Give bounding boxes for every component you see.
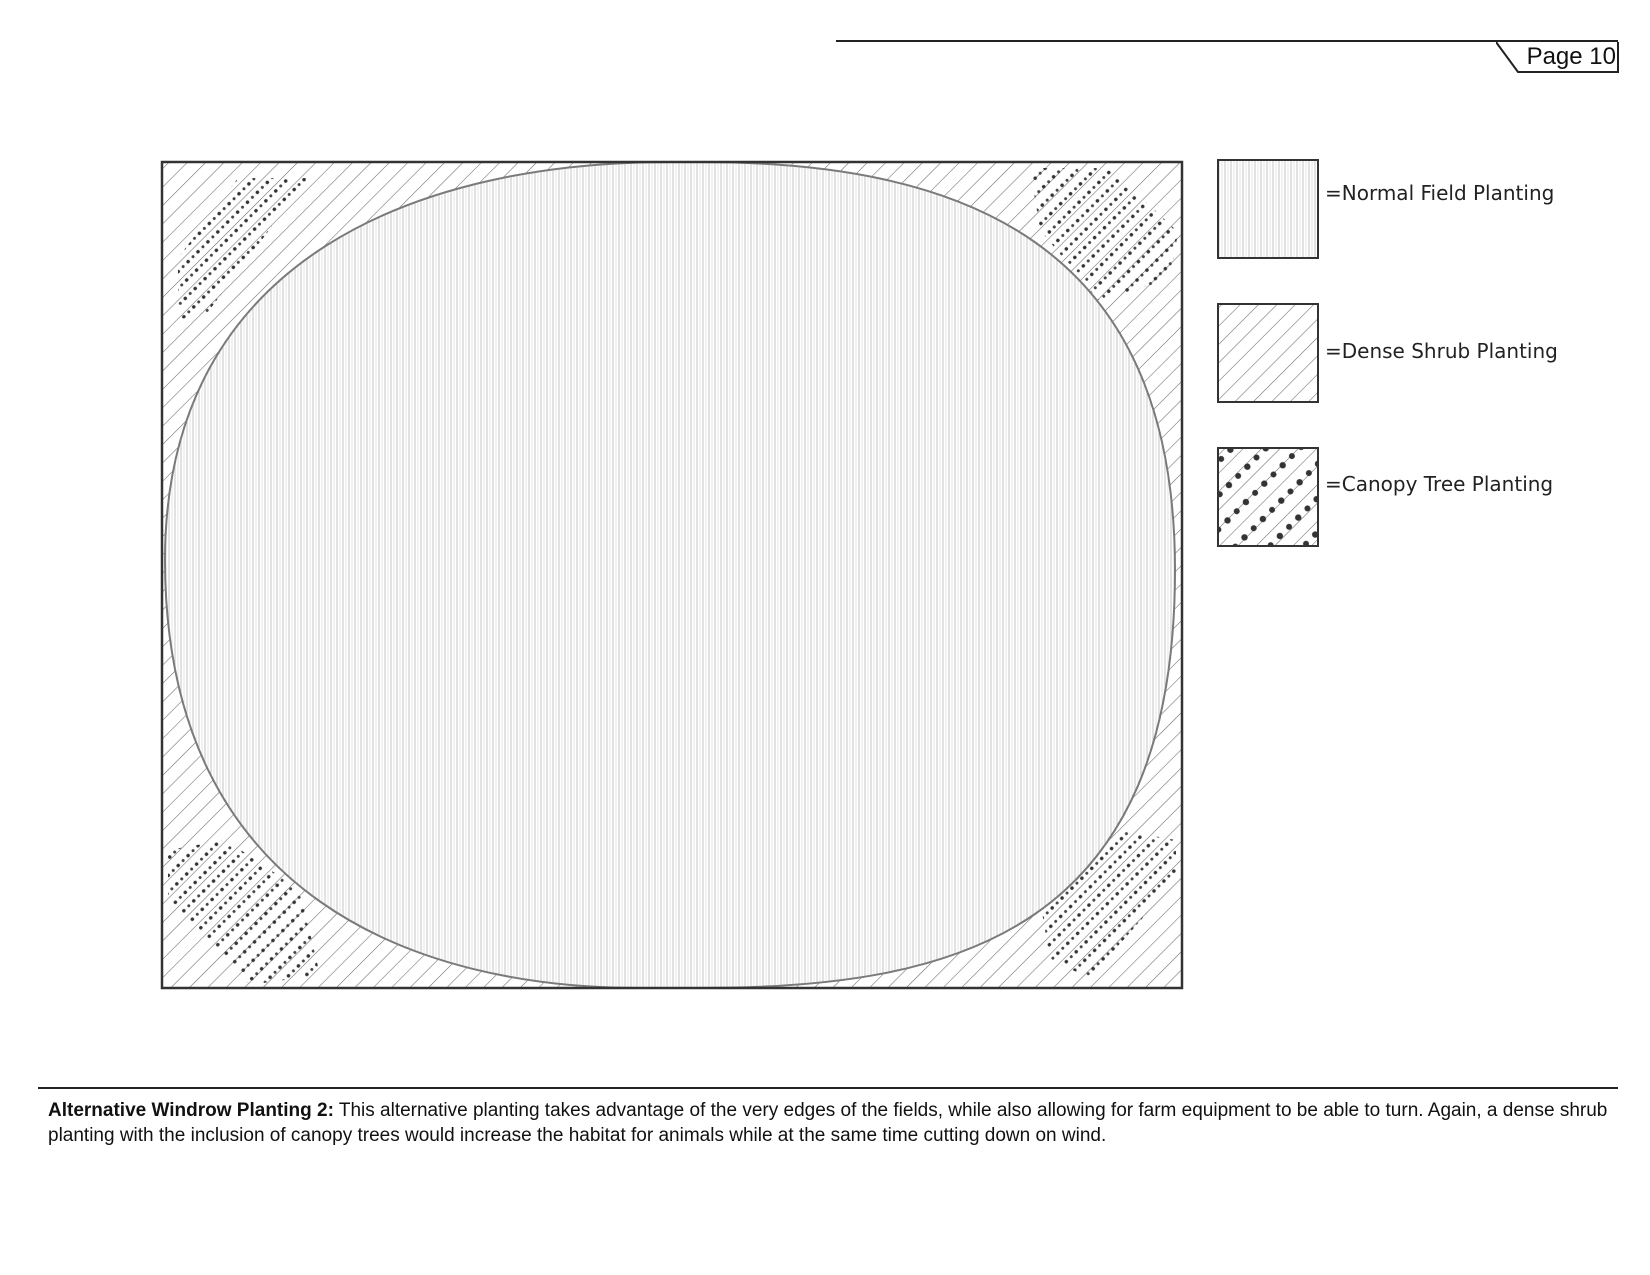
legend-label-canopy: =Canopy Tree Planting: [1325, 472, 1554, 496]
caption-rule: [38, 1087, 1618, 1089]
legend-swatch-canopy-dots: [1219, 449, 1317, 545]
normal-field-area: [165, 162, 1175, 988]
legend-label-normal: =Normal Field Planting: [1325, 181, 1555, 205]
page-number: Page 10: [1526, 43, 1616, 70]
caption-body: This alternative planting takes advantage of the very edges of the fields, while also allowing for farm equipment to be able to turn. Again, a dense shrub planting with the inclusion of canopy trees would increase the habitat for animals while at the same time cutting down on wind.: [48, 1100, 1608, 1146]
legend-swatch-shrub: [1218, 304, 1318, 402]
figure-caption: [48, 1098, 1618, 1148]
legend-swatch-normal: [1218, 160, 1318, 258]
legend-label-shrub: =Dense Shrub Planting: [1325, 339, 1558, 363]
caption-title: Alternative Windrow Planting 2:: [48, 1100, 334, 1121]
